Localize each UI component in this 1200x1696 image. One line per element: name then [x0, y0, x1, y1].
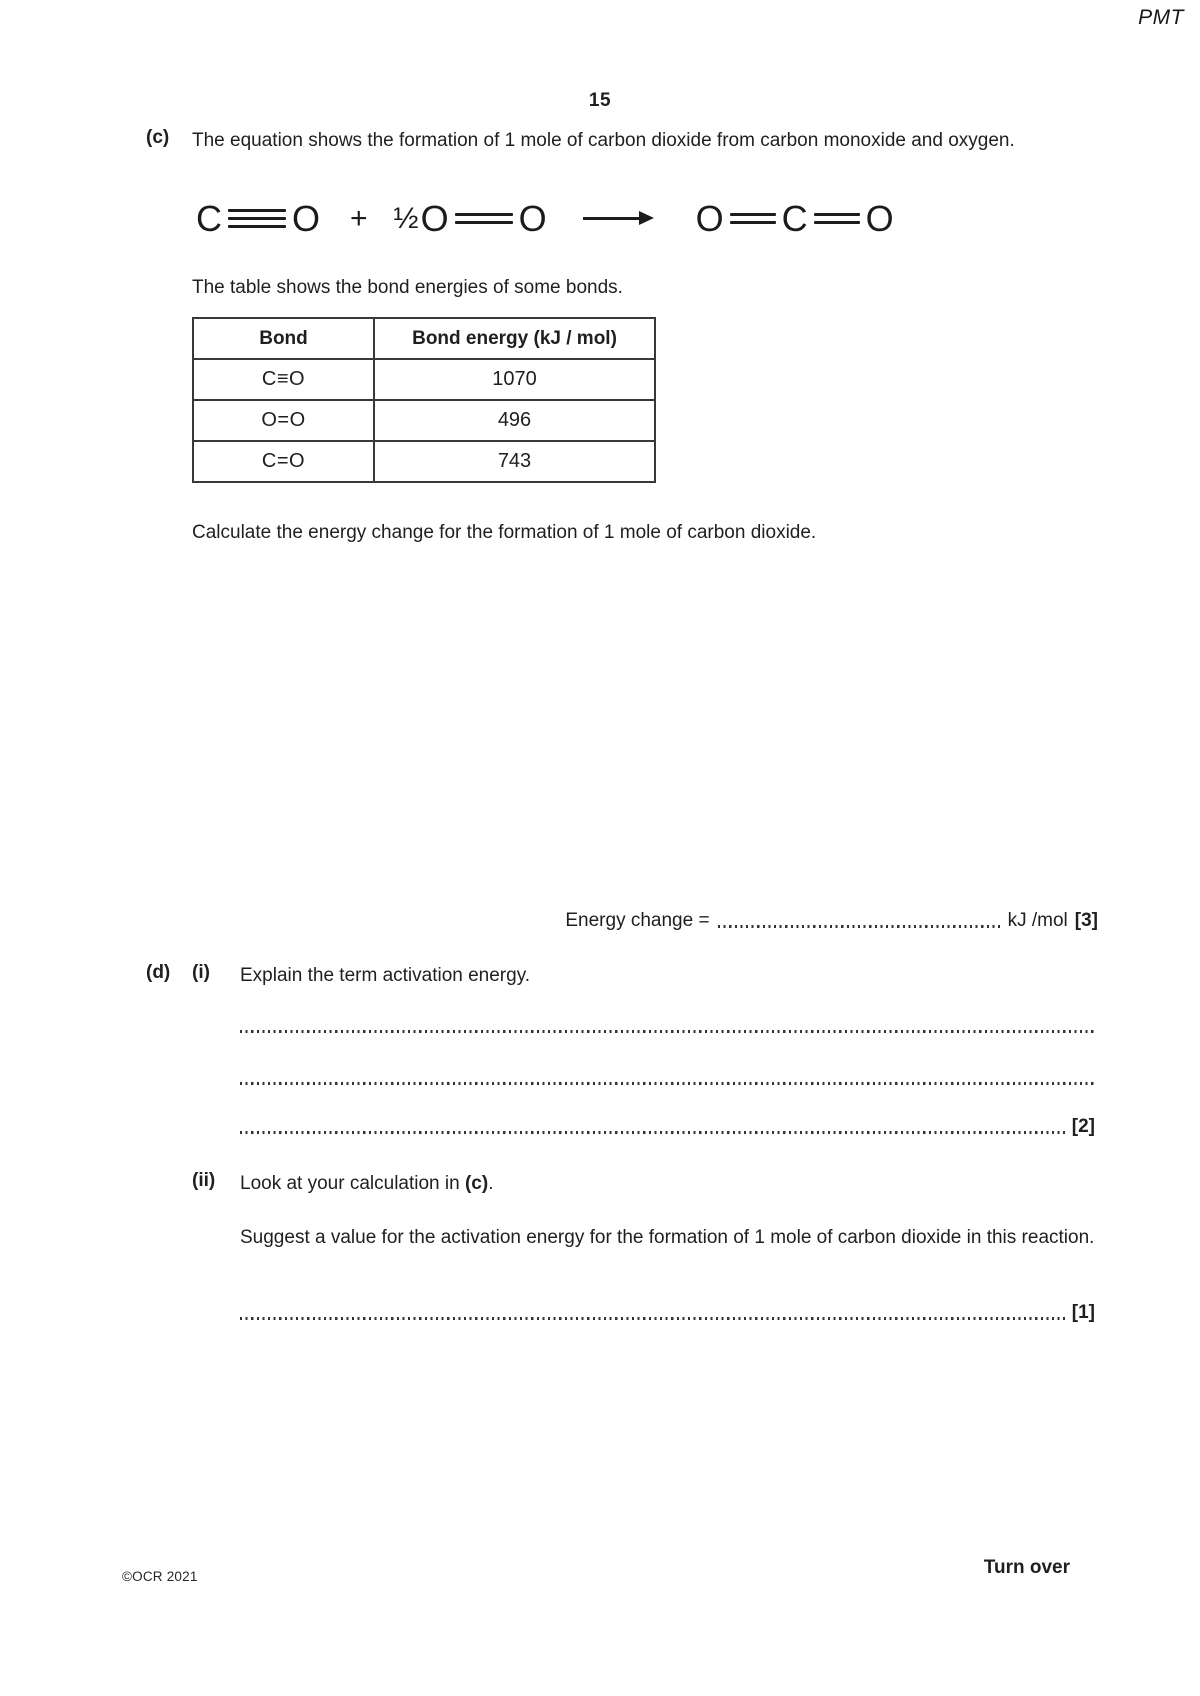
atom-c: C [196, 198, 222, 239]
header-bond-energy: Bond energy (kJ / mol) [374, 318, 655, 359]
answer-line [240, 1030, 1095, 1033]
marks-badge: [2] [1071, 1116, 1095, 1137]
marks-badge: [3] [1074, 910, 1098, 931]
answer-line [240, 1082, 1095, 1085]
table-row [193, 359, 655, 400]
atom-o: O [695, 198, 724, 239]
table-row [193, 441, 655, 482]
header-bond: Bond [193, 318, 374, 359]
bond-cell: C=O [193, 441, 374, 482]
bond-cell: C≡O [193, 359, 374, 400]
plus-sign: + [350, 202, 368, 235]
question-label-d: (d) [146, 962, 171, 983]
answer-line-dots [240, 1317, 1065, 1320]
atom-o: O [865, 198, 894, 239]
atom-o: O [420, 198, 449, 239]
answer-unit: kJ /mol [1007, 910, 1068, 931]
bond-cell: O=O [193, 400, 374, 441]
double-bond [814, 213, 860, 224]
atom-o: O [518, 198, 547, 239]
double-bond [455, 213, 513, 224]
half-coefficient: ½ [393, 202, 419, 235]
reaction-arrow [583, 211, 654, 225]
energy-cell: 496 [374, 400, 655, 441]
marks-badge: [1] [1071, 1302, 1095, 1323]
energy-cell: 743 [374, 441, 655, 482]
page-number: 15 [588, 90, 612, 111]
chemical-equation [196, 198, 894, 240]
question-c-intro: The equation shows the formation of 1 mole of carbon dioxide from carbon monoxide and oxygen. [192, 130, 1015, 151]
question-label-d-ii: (ii) [192, 1170, 216, 1191]
copyright-notice: ©OCR 2021 [122, 1569, 198, 1584]
turn-over-label: Turn over [983, 1557, 1070, 1578]
answer-line-dots [718, 925, 1000, 928]
answer-line [240, 1298, 1095, 1324]
pmt-watermark: PMT [1138, 6, 1184, 29]
energy-cell: 1070 [374, 359, 655, 400]
answer-line [240, 1112, 1095, 1138]
atom-c: C [781, 198, 808, 239]
table-header-row [193, 318, 655, 359]
question-label-c: (c) [146, 127, 170, 148]
double-bond [730, 213, 776, 224]
question-label-d-i: (i) [192, 962, 210, 983]
atom-o: O [292, 198, 321, 239]
prompt-text: . [488, 1173, 494, 1194]
table-intro-text: The table shows the bond energies of some bonds. [192, 277, 623, 298]
question-c-task: Calculate the energy change for the formation of 1 mole of carbon dioxide. [192, 522, 817, 543]
question-d-i-prompt: Explain the term activation energy. [240, 965, 531, 986]
question-d-ii-prompt [240, 1170, 493, 1198]
energy-change-answer-line [565, 908, 1098, 934]
bond-energy-table [192, 317, 656, 483]
prompt-reference-c: (c) [464, 1173, 489, 1194]
prompt-text: Look at your calculation in [240, 1173, 465, 1194]
triple-bond [228, 209, 286, 228]
table-row [193, 400, 655, 441]
answer-line-dots [240, 1131, 1065, 1134]
question-d-ii-task: Suggest a value for the activation energy for the formation of 1 mole of carbon dioxide in this reaction. [240, 1227, 1095, 1248]
answer-prefix: Energy change = [565, 910, 710, 931]
